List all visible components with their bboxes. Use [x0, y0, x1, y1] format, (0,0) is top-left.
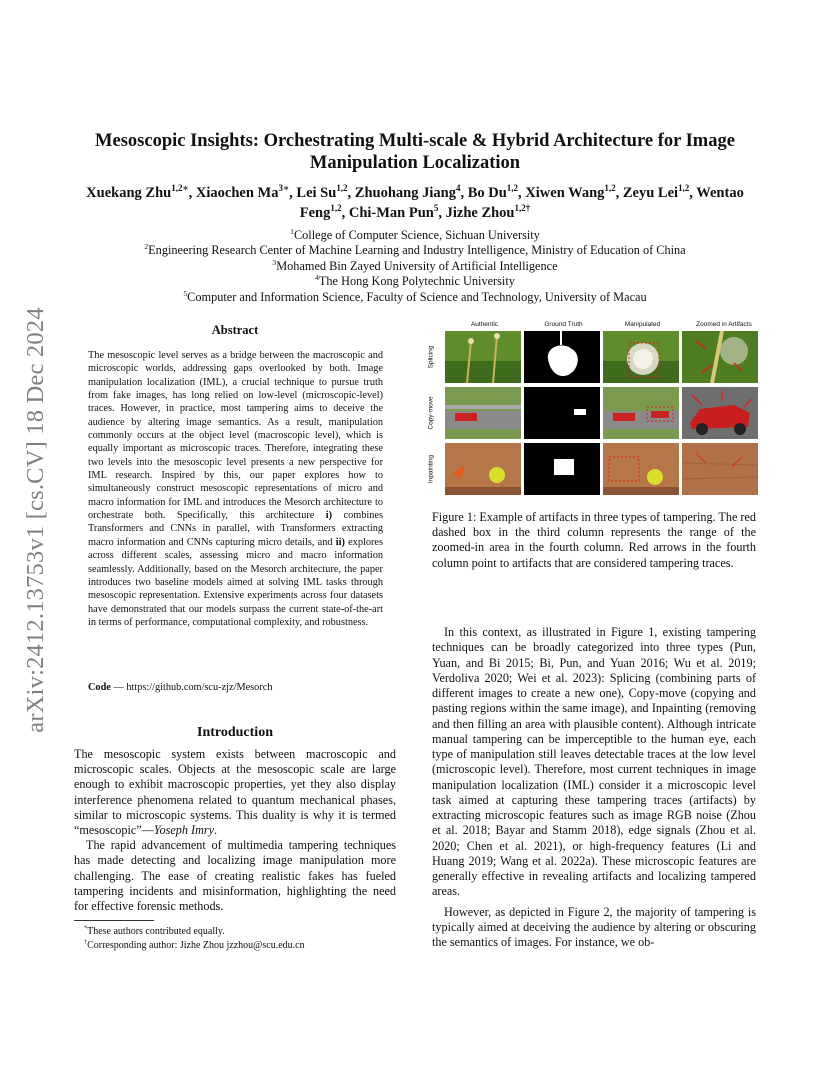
affiliation-line: $^5$Computer and Information Science, Faculty of Science and Technology, University of Macau: [183, 288, 647, 304]
paper-title: Mesoscopic Insights: Orchestrating Multi-scale & Hybrid Architecture for Image Manipulation Localization: [95, 131, 735, 173]
author-name: Chi-Man Pun$^5$: [348, 203, 439, 221]
author-name: Bo Du$^{1,2}$: [467, 183, 519, 201]
right-paragraph-2: However, as depicted in Figure 2, the majority of tampering is typically aimed at deceiving the audience by altering or obscuring the semantics of images. For instance, we ob-: [432, 904, 756, 949]
author-name: Wentao Feng$^{1,2}$: [299, 185, 744, 221]
row-label-inpainting: Inpainting: [427, 454, 435, 484]
copy-move-manipulated-image: [603, 387, 679, 439]
author-name: Xiaochen $Ma^{3∗}$: [195, 183, 290, 201]
column-label-manipulated: Manipulated: [624, 321, 661, 328]
abstract-heading: Abstract: [211, 323, 259, 337]
right-column-body: [432, 625, 756, 950]
affiliation-line: $^4$The Hong Kong Polytechnic University: [315, 273, 515, 289]
affiliation-list: [70, 228, 760, 305]
author-name: Xiwen Wang$^{1,2}$: [525, 183, 616, 201]
intro-paragraph-2: The rapid advancement of multimedia tampering techniques has made detecting and localizing image manipulation more challenging. The ease of creating realistic fakes has fueled tampering incidents and misinformation, highlighting the need for effective forensic methods.: [74, 838, 396, 914]
arxiv-identifier: arXiv:2412.13753v1 [cs.CV] 18 Dec 2024: [22, 307, 49, 733]
intro-paragraph-1: The mesoscopic system exists between macroscopic and microscopic scales. Objects at the mesoscopic scale are large enough to exhibit macroscopic properties, yet they also display interference phenomena related to quantum mechanical phases, similar to microscopic systems. This duality is why it is termed “mesoscopic”—Yoseph Imry.: [74, 747, 396, 838]
introduction-heading: Introduction: [197, 725, 273, 740]
affiliation-line: $^1$College of Computer Science, Sichuan University: [290, 226, 540, 242]
column-label-ground-truth: Ground Truth: [544, 321, 583, 328]
abstract-body: The mesoscopic level serves as a bridge between the macroscopic and microscopic worlds, addressing gaps overlooked by both. Image manipulation localization (IML), a crucial technique to pursue truth from fake images, has long relied on low-level (microscopic-level) traces. However, in practice, most tampering aims to deceive the audience by altering image semantics. As a result, manipulation commonly occurs at the object level (macroscopic level), which is equally important as microscopic traces. Therefore, integrating these two levels into the mesoscopic level presents a new perspective for IML research. Inspired by this, our paper explores how to simultaneously construct mesoscopic representations of micro and macro information for IML and introduces the Mesorch architecture to orchestrate both. Specifically, this architecture i) combines Transformers and CNNs in parallel, with Transformers extracting macro information and CNNs capturing micro details, and ii) explores across different scales, assessing micro and macro information seamlessly. Additionally, based on the Mesorch architecture, the paper introduces two baseline models aimed at solving IML tasks through mesoscopic representation. Extensive experiments across four datasets have demonstrated that our models surpass the current state-of-the-art in terms of performance, computational complexity, and robustness.: [88, 350, 383, 628]
row-label-copy-move: Copy-move: [427, 396, 435, 430]
author-name: Lei Su$^{1,2}$: [296, 183, 348, 201]
author-name: Zhuohang Jiang$^4$: [354, 183, 461, 201]
footnote-divider: [74, 920, 154, 921]
inpainting-manipulated-image: [603, 443, 679, 495]
affiliation-line: $^3$Mohamed Bin Zayed University of Artificial Intelligence: [272, 257, 558, 273]
column-label-authentic: Authentic: [470, 321, 499, 328]
splicing-authentic-image: [445, 331, 521, 383]
author-name: Jizhe Zhou$^{1,2\dagger}$: [445, 203, 531, 221]
column-label-zoomed: Zoomed in Artifacts: [696, 321, 752, 328]
figure-1-caption: Figure 1: Example of artifacts in three types of tampering. The red dashed box in the third column represents the range of the zoomed-in area in the fourth column. Red arrows in the fourth column point to artifacts that are considered tampering traces.: [432, 510, 756, 570]
splicing-ground-truth-mask: [524, 331, 600, 383]
copy-move-zoomed-artifacts: [682, 387, 758, 439]
affiliation-line: $^2$Engineering Research Center of Machine Learning and Industry Intelligence, Ministry of Education of China: [144, 242, 686, 258]
inpainting-zoomed-artifacts: [682, 443, 758, 495]
splicing-manipulated-image: [603, 331, 679, 383]
figure-1: [425, 321, 755, 501]
splicing-zoomed-artifacts: [682, 331, 758, 383]
footnote-corresponding-author: †Corresponding author: Jizhe Zhou jzzhou@scu.edu.cn: [84, 938, 305, 951]
footnote-equal-contribution: *These authors contributed equally.: [84, 924, 225, 937]
author-list: Xuekang Zhu$^{1,2∗}$, Xiaochen $Ma^{3∗}$, Lei Su$^{1,2}$, Zhuohang Jiang$^4$, Bo Du$^{1,2}$, Xiwen Wang$^{1,2}$, Zeyu Lei$^{1,2}$, Wentao Feng$^{1,2}$, Chi-Man Pun$^5$, Jizhe Zhou$^{1,2\dagger}$: [86, 183, 744, 221]
author-name: Xuekang Zhu$^{1,2∗}$: [86, 183, 189, 201]
code-url-link[interactable]: https://github.com/scu-zjz/Mesorch: [126, 682, 273, 693]
code-label: Code: [88, 682, 111, 693]
author-name: Zeyu Lei$^{1,2}$: [622, 183, 690, 201]
inpainting-ground-truth-mask: [524, 443, 600, 495]
copy-move-ground-truth-mask: [524, 387, 600, 439]
inpainting-authentic-image: [445, 443, 521, 495]
right-paragraph-1: In this context, as illustrated in Figure 1, existing tampering techniques can be broadly categorized into three types (Pun, Yuan, and Bi 2015; Bi, Pun, and Yuan 2016; Wu et al. 2019; Verdoliva 2020; Wei et al. 2023): Splicing (combining parts of different images to create a new one), Copy-move (copying and pasting regions within the same image), and Inpainting (removing and then filling an area with plausible content). Although intricate manual tampering can be imperceptible to the human eye, each type of manipulation still leaves detectable traces at the low level (microscopic level). Therefore, most current techniques in image manipulation localization (IML) consider it a microscopic level task aimed at capturing these tampering traces (artifacts) by extracting microscopic features such as image RGB noise (Zhou et al. 2018; Bayar and Stamm 2018), edge signals (Zhou et al. 2020; Chen et al. 2021), or high-frequency features (Li and Huang 2019; Wang et al. 2022a). These microscopic features are generally effective in revealing artifacts and localizing tampered areas.: [432, 625, 756, 899]
introduction-body: [74, 747, 396, 914]
copy-move-authentic-image: [445, 387, 521, 439]
code-link-line: Code — https://github.com/scu-zjz/Mesorch: [88, 682, 273, 693]
row-label-splicing: Splicing: [427, 345, 435, 369]
